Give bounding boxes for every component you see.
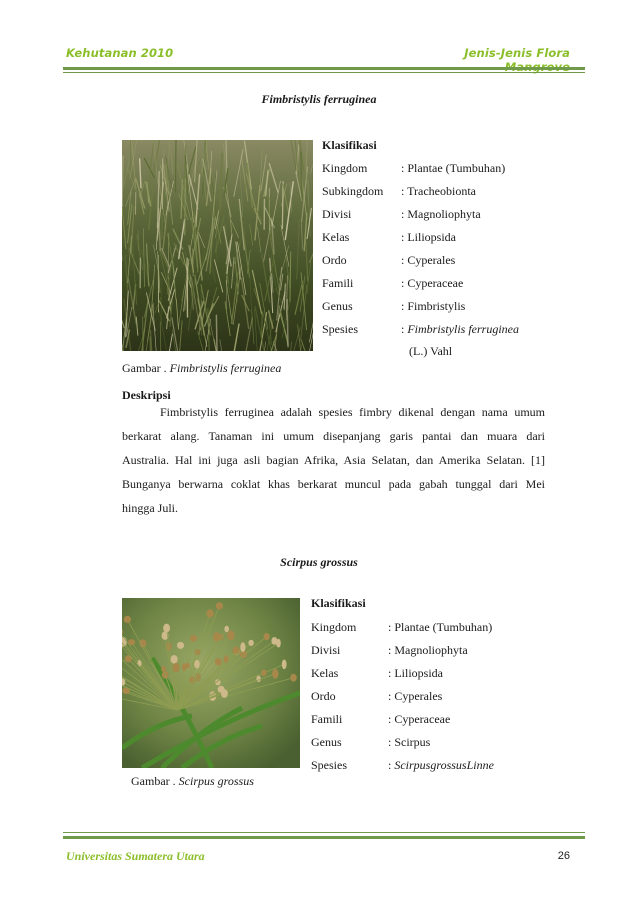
classification-value-italic: Fimbristylis ferruginea: [407, 322, 520, 336]
spikelet: [264, 633, 270, 640]
spikelet: [161, 666, 166, 672]
classification-value: [401, 276, 463, 291]
species-continuation: (L.) Vahl: [409, 344, 453, 358]
classification-value: [388, 666, 443, 681]
spikelet: [177, 642, 184, 649]
description-line: berkarat alang. Tanaman ini umum disepanjang garis pantai dan muara dari: [122, 429, 545, 443]
classification-value-text: : Scirpus: [388, 735, 431, 749]
grass-blade: [261, 313, 262, 338]
classification-key: Spesies: [311, 758, 347, 772]
page-number: 26: [557, 850, 570, 862]
header-left: Kehutanan 2010: [66, 46, 174, 60]
classification-key: Divisi: [311, 643, 341, 657]
classification-key: Ordo: [322, 253, 347, 267]
spikelet: [224, 626, 229, 632]
classification-value-text: : Plantae (Tumbuhan): [388, 620, 493, 634]
description-line: Fimbristylis ferruginea adalah spesies fimbry dikenal dengan nama umum: [160, 405, 545, 419]
classification-value: [388, 758, 494, 773]
classification-value-text: : Fimbristylis: [401, 299, 466, 313]
description-heading: Deskripsi: [122, 388, 171, 402]
classification-value-text: : Magnoliophyta: [401, 207, 481, 221]
spikelet: [290, 674, 297, 682]
grass-blade: [176, 140, 177, 192]
footer-university: Universitas Sumatera Utara: [66, 849, 205, 863]
description-line: Bunganya berwarna coklat khas berkarat muncul pada gabah tunggal dari Mei: [122, 477, 545, 491]
classification-value: [401, 253, 455, 268]
classification-value-text: : Magnoliophyta: [388, 643, 468, 657]
classification-value: [401, 322, 519, 337]
caption-prefix: Gambar .: [122, 361, 170, 375]
spikelet: [194, 660, 199, 669]
spikelet: [261, 670, 266, 676]
classification-value-text: :: [401, 322, 408, 336]
classification-value-text: : Cyperales: [388, 689, 443, 703]
spikelet: [256, 676, 260, 682]
classification-value-italic: ScirpusgrossusLinne: [394, 758, 494, 772]
classification-value: [388, 735, 430, 750]
section2-caption: [131, 774, 254, 789]
classification-key: Kelas: [311, 666, 339, 680]
caption-prefix: Gambar .: [131, 774, 179, 788]
spikelet: [206, 609, 214, 617]
classification-key: Ordo: [311, 689, 336, 703]
header-rule-thin: [63, 72, 585, 73]
classification-value-text: : Tracheobionta: [401, 184, 476, 198]
spikelet: [240, 642, 245, 652]
footer-rule-thin: [63, 832, 585, 833]
spikelet: [227, 631, 235, 641]
classification-key: Genus: [311, 735, 342, 749]
classification-value: [401, 230, 456, 245]
classification-value-text: : Liliopsida: [388, 666, 443, 680]
spikelet: [215, 658, 222, 666]
classification-value-text: :: [388, 758, 395, 772]
spikelet: [173, 663, 180, 672]
caption-species: Scirpus grossus: [178, 774, 254, 788]
spikelet: [171, 655, 178, 664]
classification-key: Kelas: [322, 230, 350, 244]
footer-rule: [63, 836, 585, 839]
spikelet: [272, 669, 278, 679]
spikelet: [282, 660, 287, 670]
grass-blade: [282, 182, 283, 229]
spikelet: [124, 616, 131, 623]
classification-key: Subkingdom: [322, 184, 384, 198]
grass-blade: [185, 179, 186, 235]
spikelet: [213, 632, 220, 641]
classification-key: Divisi: [322, 207, 352, 221]
spikelet: [221, 689, 228, 698]
classification-value-text: : Cyperaceae: [401, 276, 464, 290]
description-body: [122, 400, 545, 520]
caption-species: Fimbristylis ferruginea: [169, 361, 282, 375]
classification-key: Genus: [322, 299, 353, 313]
description-line: Australia. Hal ini juga asli bagian Afrika, Asia Selatan, dan Amerika Selatan. [1]: [122, 453, 545, 467]
section2-classification-heading: Klasifikasi: [311, 596, 366, 610]
classification-value: [401, 184, 476, 199]
classification-value-text: : Plantae (Tumbuhan): [401, 161, 506, 175]
spikelet: [224, 655, 229, 663]
classification-value: [388, 643, 468, 658]
classification-key: Spesies: [322, 322, 358, 336]
section2-title: Scirpus grossus: [280, 555, 358, 569]
classification-value: [388, 712, 450, 727]
spikelet: [190, 635, 197, 642]
classification-value: [401, 299, 465, 314]
section1-classification-heading: Klasifikasi: [322, 138, 377, 152]
scirpus-photo: [122, 598, 300, 768]
spikelet: [185, 663, 190, 669]
classification-value: [401, 161, 505, 176]
grass-blade: [216, 315, 217, 351]
header-right: Jenis-Jenis Flora: [464, 46, 570, 60]
classification-value: [388, 689, 442, 704]
grass-blade: [160, 322, 161, 351]
description-line: hingga Juli.: [122, 501, 178, 515]
classification-value-text: : Cyperaceae: [388, 712, 451, 726]
classification-key: Kingdom: [311, 620, 357, 634]
section1-caption: [122, 361, 281, 376]
classification-value-text: : Cyperales: [401, 253, 456, 267]
section1-title: Fimbristylis ferruginea: [261, 92, 377, 106]
classification-value: [388, 620, 492, 635]
classification-value: [401, 207, 481, 222]
grass-blade: [122, 156, 123, 207]
spikelet: [271, 637, 277, 645]
fimbristylis-photo: [122, 140, 313, 351]
spikelet: [248, 640, 253, 646]
header-rule: [63, 67, 585, 70]
spikelet: [163, 624, 170, 633]
spikelet: [216, 602, 223, 609]
classification-key: Famili: [322, 276, 354, 290]
classification-key: Famili: [311, 712, 343, 726]
classification-key: Kingdom: [322, 161, 368, 175]
classification-value-text: : Liliopsida: [401, 230, 456, 244]
